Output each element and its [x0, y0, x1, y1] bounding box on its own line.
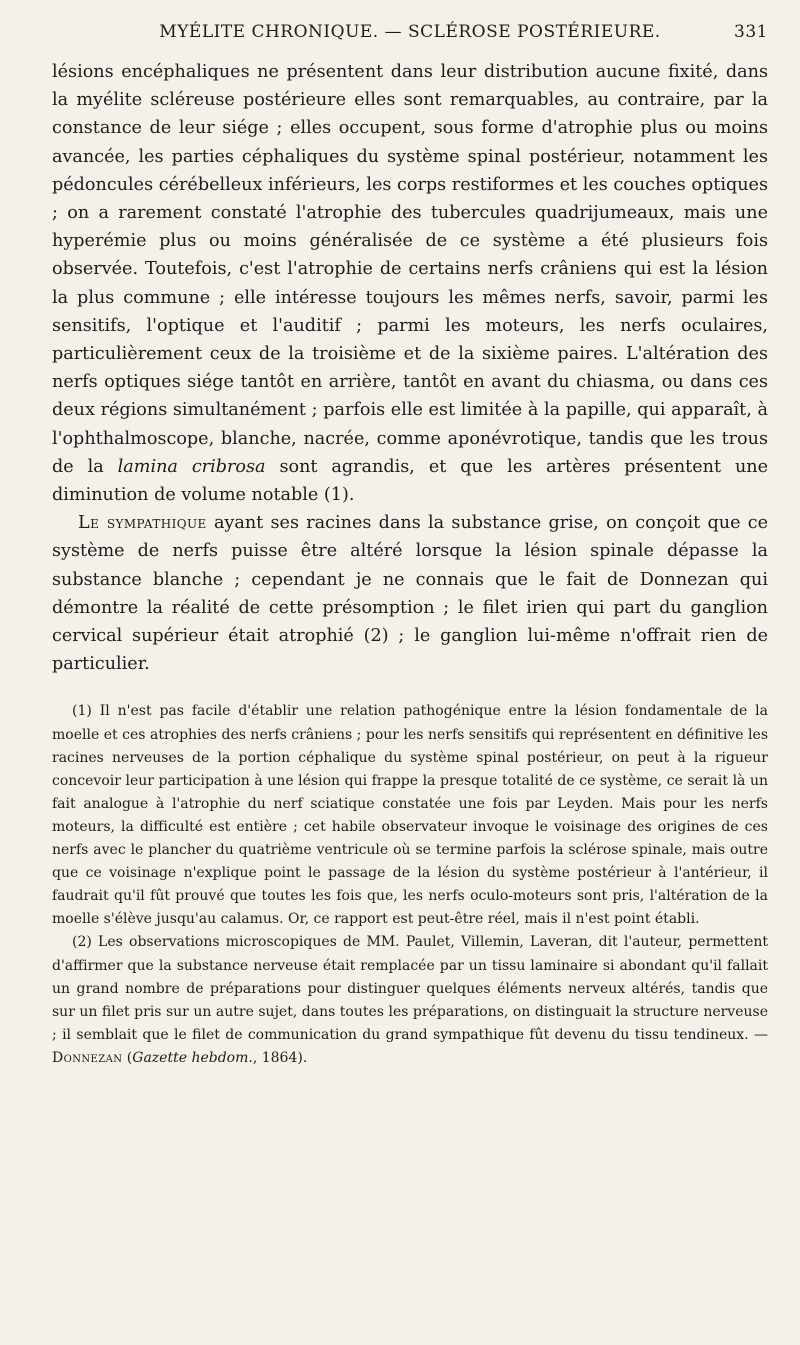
footnote-2-author: Donnezan — [52, 1049, 123, 1066]
footnote-2-text: (2) Les observations microscopiques de MM. Paulet, Villemin, Laveran, dit l'auteur, permettent d'affirmer que la substance nerveuse était remplacée par un tissu laminaire si abondant qu'il fallait un grand nombre de préparations pour distinguer quelques éléments nerveux altérés, tandis que sur un filet pris sur un autre sujet, dans toutes les préparations, on distinguait la structure nerveuse ; il semblait que le filet de communication du grand sympathique fût devenu du tissu tendineux. — — [52, 934, 768, 1043]
paragraph-2-smallcaps: Le sympathique — [78, 513, 207, 534]
running-header — [52, 18, 768, 50]
footnote-2-source: Gazette hebdom. — [132, 1049, 253, 1066]
footnote-2-source-open: ( — [126, 1049, 133, 1066]
footnote-2 — [52, 931, 768, 1070]
paragraph-1 — [52, 58, 768, 509]
page-number: 331 — [734, 22, 768, 42]
paragraph-2 — [52, 509, 768, 678]
paragraph-1-italic: lamina cribrosa — [117, 456, 266, 477]
running-title: MYÉLITE CHRONIQUE. — SCLÉROSE POSTÉRIEURE. — [159, 22, 661, 42]
footnote-2-source-close: , 1864). — [252, 1049, 308, 1066]
footnotes — [52, 700, 768, 1070]
paragraph-1-text: lésions encéphaliques ne présentent dans leur distribution aucune fixité, dans la myélite scléreuse postérieure elles sont remarquables, au contraire, par la constance de leur siége ; elles occupent, sous forme d'atrophie plus ou moins avancée, les parties céphaliques du système spinal postérieur, notamment les pédoncules cérébelleux inférieurs, les corps restiformes et les couches optiques ; on a rarement constaté l'atrophie des tubercules quadrijumeaux, mais une hyperémie plus ou moins généralisée de ce système a été plusieurs fois observée. Toutefois, c'est l'atrophie de certains nerfs crâniens qui est la lésion la plus commune ; elle intéresse toujours les mêmes nerfs, savoir, parmi les sensitifs, l'optique et l'auditif ; parmi les moteurs, les nerfs oculaires, particulièrement ceux de la troisième et de la sixième paires. L'altération des nerfs optiques siége tantôt en arrière, tantôt en avant du chiasma, ou dans ces deux régions simultanément ; parfois elle est limitée à la papille, qui apparaît, à l'ophthalmoscope, blanche, nacrée, comme aponévrotique, tandis que les trous de la — [52, 62, 768, 477]
paragraph-2-text: ayant ses racines dans la substance grise, on conçoit que ce système de nerfs puisse être altéré lorsque la lésion spinale dépasse la substance blanche ; cependant je ne connais que le fait de Donnezan qui démontre la réalité de cette présomption ; le filet irien qui part du ganglion cervical supérieur était atrophié (2) ; le ganglion lui-même n'offrait rien de particulier. — [52, 513, 769, 675]
main-text — [52, 58, 768, 678]
footnote-1: (1) Il n'est pas facile d'établir une relation pathogénique entre la lésion fondamentale de la moelle et ces atrophies des nerfs crâniens ; pour les nerfs sensitifs qui représentent en définitive les racines nerveuses de la portion céphalique du système spinal postérieur, on peut à la rigueur concevoir leur participation à une lésion qui frappe la presque totalité de ce système, ce serait là un fait analogue à l'atrophie du nerf sciatique constatée une fois par Leyden. Mais pour les nerfs moteurs, la difficulté est entière ; cet habile observateur invoque le voisinage des origines de ces nerfs avec le plancher du quatrième ventricule où se termine parfois la sclérose spinale, mais outre que ce voisinage n'explique point le passage de la lésion du système postérieur à l'antérieur, il faudrait qu'il fût prouvé que toutes les fois que, les nerfs oculo-moteurs sont pris, l'altération de la moelle s'élève jusqu'au calamus. Or, ce rapport est peut-être réel, mais il n'est point établi. — [52, 703, 768, 928]
paragraph-1-text-end: sont agrandis, et que les artères présentent une diminution de volume notable (1). — [52, 456, 769, 506]
